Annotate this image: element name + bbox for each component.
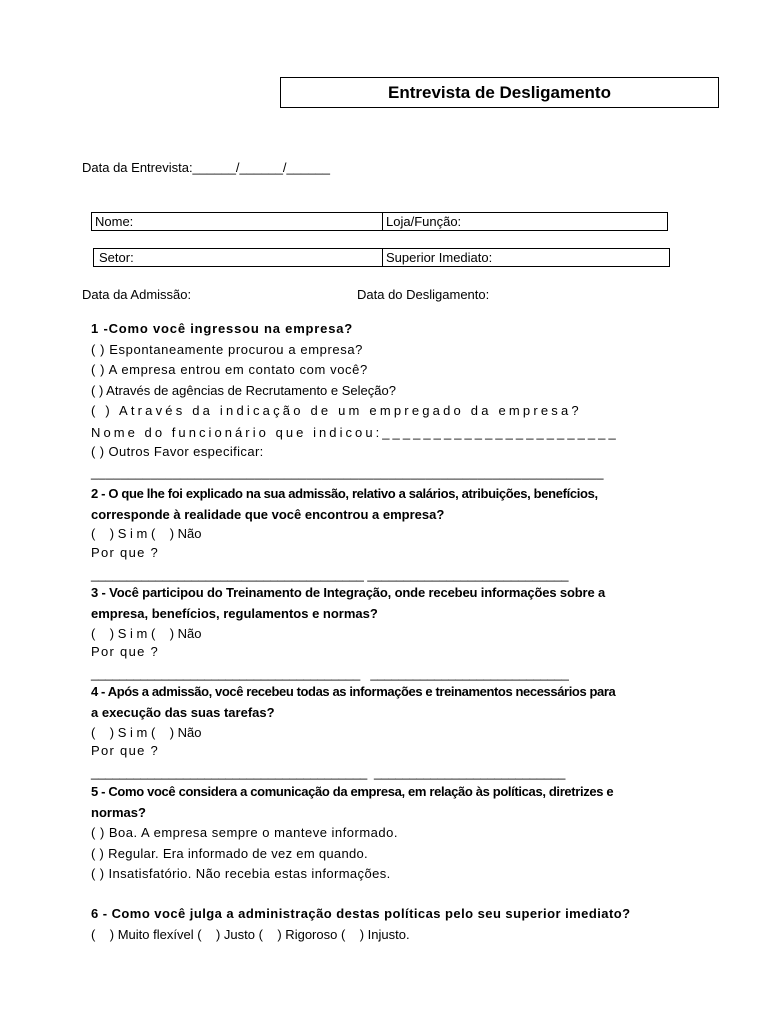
- name-store-row: [91, 212, 668, 231]
- q2-yes-no[interactable]: ( ) S i m ( ) Não: [91, 526, 202, 541]
- q1-referrer-name-field[interactable]: Nome do funcionário que indicou:_______________________: [91, 425, 619, 440]
- q5-option-1[interactable]: ( ) Boa. A empresa sempre o manteve informado.: [91, 825, 398, 840]
- q4-answer-line[interactable]: _______________________________________ ___________________________: [91, 765, 566, 780]
- q1-option-4[interactable]: ( ) Através da indicação de um empregado da empresa?: [91, 403, 582, 418]
- q6-options[interactable]: ( ) Muito flexível ( ) Justo ( ) Rigoroso ( ) Injusto.: [91, 927, 410, 942]
- admission-date-label: Data da Admissão:: [82, 287, 192, 302]
- q2-answer-line[interactable]: ______________________________________ ____________________________: [91, 567, 569, 582]
- q5-option-3[interactable]: ( ) Insatisfatório. Não recebia estas informações.: [91, 866, 391, 881]
- question-4-line-1: 4 - Após a admissão, você recebeu todas as informações e treinamentos necessários para: [91, 684, 616, 699]
- question-2-line-1: 2 - O que lhe foi explicado na sua admissão, relativo a salários, atribuições, benefícios,: [91, 486, 598, 501]
- question-3-line-2: empresa, benefícios, regulamentos e normas?: [91, 606, 378, 621]
- q1-option-1[interactable]: ( ) Espontaneamente procurou a empresa?: [91, 342, 363, 357]
- q3-why-label: Por que ?: [91, 644, 160, 659]
- question-5-line-2: normas?: [91, 805, 146, 820]
- name-field[interactable]: Nome:: [95, 214, 134, 229]
- q1-option-5[interactable]: ( ) Outros Favor especificar:: [91, 444, 264, 459]
- question-6: 6 - Como você julga a administração destas políticas pelo seu superior imediato?: [91, 906, 631, 921]
- q2-why-label: Por que ?: [91, 545, 160, 560]
- q1-option-3[interactable]: ( ) Através de agências de Recrutamento e Seleção?: [91, 383, 396, 398]
- termination-date-label: Data do Desligamento:: [357, 287, 490, 302]
- q3-yes-no[interactable]: ( ) S i m ( ) Não: [91, 626, 202, 641]
- question-2-line-2: corresponde à realidade que você encontrou a empresa?: [91, 507, 445, 522]
- sector-field[interactable]: Setor:: [99, 250, 134, 265]
- store-function-field[interactable]: Loja/Função:: [382, 213, 667, 230]
- interview-date-field[interactable]: Data da Entrevista:______/______/______: [82, 160, 330, 175]
- q1-option-2[interactable]: ( ) A empresa entrou em contato com você?: [91, 362, 368, 377]
- document-title: Entrevista de Desligamento: [280, 77, 719, 108]
- question-3-line-1: 3 - Você participou do Treinamento de Integração, onde recebeu informações sobre a: [91, 585, 606, 600]
- sector-supervisor-row: [93, 248, 670, 267]
- q5-option-2[interactable]: ( ) Regular. Era informado de vez em quando.: [91, 846, 368, 861]
- q4-yes-no[interactable]: ( ) S i m ( ) Não: [91, 725, 202, 740]
- question-1: 1 -Como você ingressou na empresa?: [91, 321, 353, 336]
- q4-why-label: Por que ?: [91, 743, 160, 758]
- q3-answer-line[interactable]: ______________________________________ ____________________________: [91, 666, 569, 681]
- question-4-line-2: a execução das suas tarefas?: [91, 705, 275, 720]
- q1-answer-line[interactable]: _____________________________________________________________________: [91, 465, 604, 480]
- supervisor-field[interactable]: Superior Imediato:: [382, 249, 669, 266]
- question-5-line-1: 5 - Como você considera a comunicação da empresa, em relação às políticas, diretrizes e: [91, 784, 614, 799]
